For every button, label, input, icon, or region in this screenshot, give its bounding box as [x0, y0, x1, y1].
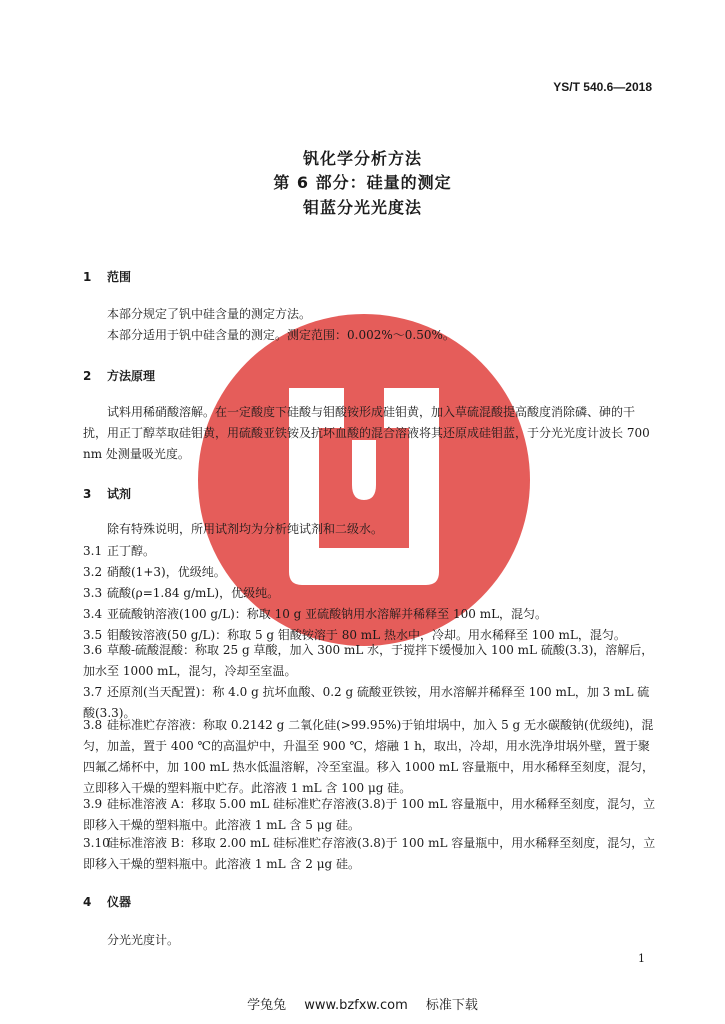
item-text: 还原剂(当天配置)：称 4.0 g 抗坏血酸、0.2 g 硫酸亚铁铵，用水溶解并稀释至 100 mL，加 3 mL 硫酸(3.3)。 [83, 685, 650, 720]
item-number: 3.4 [83, 607, 103, 621]
item-number: 3.3 [83, 586, 103, 600]
doc-title-line3: 钼蓝分光光度法 [302, 198, 422, 217]
footer-site-name: 学兔兔 [247, 998, 287, 1013]
reagent-item [83, 640, 658, 682]
section-title: 范围 [107, 270, 132, 284]
item-text: 硅标准贮存溶液：称取 0.2142 g 二氧化硅(>99.95%)于铂坩埚中，加入 5 g 无水碳酸钠(优级纯)，混匀，加盖，置于 400 ℃的高温炉中，升温至 900 ℃，熔融 1 h，取出，冷却，用水洗净坩埚外壁，置于聚四氟乙烯杯中，加 100 mL 热水低温溶解，冷至室温。移入 1000 mL 容量瓶中，用水稀释至刻度，混匀，立即移入干燥的塑料瓶中贮存。此溶液 1 mL 含 100 μg 硅。 [83, 718, 655, 795]
section-number: 1 [83, 270, 92, 284]
reagent-item [83, 833, 658, 875]
section-number: 3 [83, 487, 92, 501]
section-2-para-1: 试料用稀硝酸溶解。在一定酸度下硅酸与钼酸铵形成硅钼黄，加入草硫混酸提高酸度消除磷、砷的干扰，用正丁醇萃取硅钼黄，用硫酸亚铁铵及抗坏血酸的混合溶液将其还原成硅钼蓝，于分光光度计波长 700 nm 处测量吸光度。 [83, 405, 650, 461]
item-number: 3.7 [83, 685, 103, 699]
doc-title-line1: 钒化学分析方法 [302, 149, 422, 168]
item-text: 草酸-硫酸混酸：称取 25 g 草酸，加入 300 mL 水，于搅拌下缓慢加入 100 mL 硫酸(3.3)，溶解后，加水至 1000 mL，混匀，冷却至室温。 [83, 643, 654, 678]
section-title: 试剂 [107, 487, 132, 501]
item-text: 亚硫酸钠溶液(100 g/L)：称取 10 g 亚硫酸钠用水溶解并稀释至 100 mL，混匀。 [107, 607, 548, 621]
section-number: 4 [83, 895, 92, 909]
reagent-item [83, 715, 658, 799]
footer-bar [0, 994, 725, 1013]
item-number: 3.9 [83, 797, 103, 811]
item-text: 硅标准溶液 A：移取 5.00 mL 硅标准贮存溶液(3.8)于 100 mL 容量瓶中，用水稀释至刻度，混匀，立即移入干燥的塑料瓶中。此溶液 1 mL 含 5 μg 硅。 [83, 797, 656, 832]
item-number: 3.8 [83, 718, 103, 732]
item-number: 3.2 [83, 565, 103, 579]
section-3-intro: 除有特殊说明，所用试剂均为分析纯试剂和二级水。 [107, 522, 384, 536]
item-number: 3.10 [83, 836, 110, 850]
section-3-heading [83, 485, 131, 502]
reagent-item [83, 584, 279, 601]
doc-title-line2: 第 6 部分：硅量的测定 [273, 173, 452, 192]
item-text: 硫酸(ρ=1.84 g/mL)，优级纯。 [107, 586, 280, 600]
section-1-para-2: 本部分适用于钒中硅含量的测定。测定范围：0.002%～0.50%。 [107, 328, 455, 342]
section-title: 方法原理 [107, 369, 156, 383]
section-4-heading [83, 893, 131, 910]
footer-slogan: 标准下载 [425, 998, 478, 1013]
reagent-item [83, 605, 547, 622]
item-number: 3.5 [83, 628, 103, 642]
section-4-para-1: 分光光度计。 [107, 933, 180, 947]
footer-url-link[interactable]: www.bzfxw.com [304, 998, 408, 1013]
page-number: 1 [638, 952, 645, 965]
item-number: 3.6 [83, 643, 103, 657]
item-text: 钼酸铵溶液(50 g/L)：称取 5 g 钼酸铵溶于 80 mL 热水中，冷却。用水稀释至 100 mL，混匀。 [107, 628, 626, 642]
reagent-item [83, 542, 155, 559]
section-1-heading [83, 268, 131, 285]
section-1-para-1: 本部分规定了钒中硅含量的测定方法。 [107, 307, 312, 321]
item-number: 3.1 [83, 544, 103, 558]
item-text: 正丁醇。 [107, 544, 156, 558]
reagent-item [83, 563, 226, 580]
section-number: 2 [83, 369, 92, 383]
item-text: 硅标准溶液 B：移取 2.00 mL 硅标准贮存溶液(3.8)于 100 mL 容量瓶中，用水稀释至刻度，混匀，立即移入干燥的塑料瓶中。此溶液 1 mL 含 2 μg 硅。 [83, 836, 656, 871]
section-title: 仪器 [107, 895, 132, 909]
section-2-heading [83, 367, 155, 384]
item-text: 硝酸(1+3)，优级纯。 [107, 565, 226, 579]
reagent-item [83, 794, 658, 836]
standard-code: YS/T 540.6—2018 [553, 80, 652, 94]
